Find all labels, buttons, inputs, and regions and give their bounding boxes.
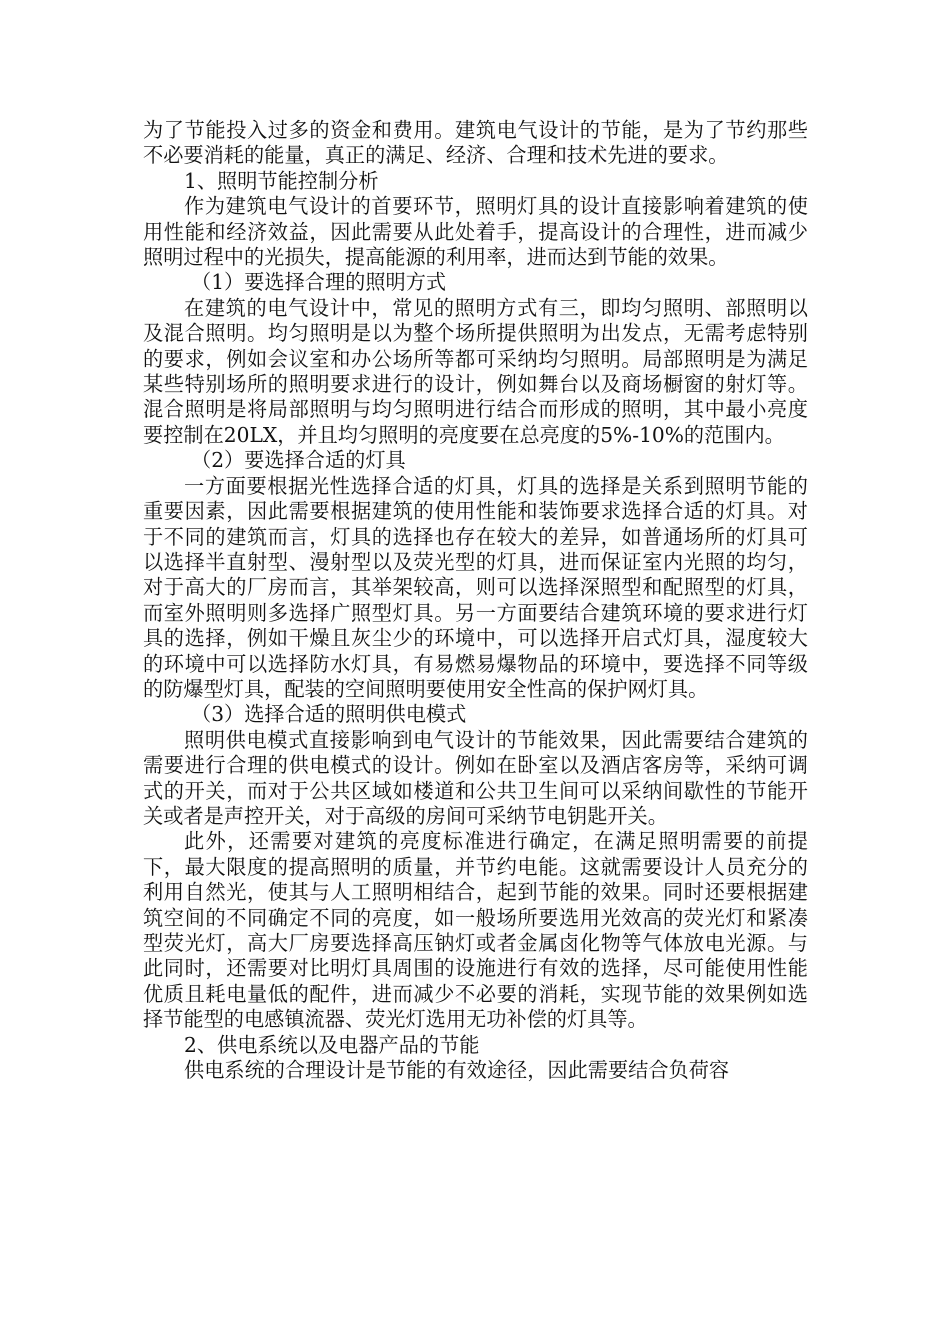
body-paragraph: 一方面要根据光性选择合适的灯具，灯具的选择是关系到照明节能的重要因素，因此需要根据建筑的使用性能和装饰要求选择合适的灯具。对于不同的建筑而言，灯具的选择也存在较大的差异，如普通场所的灯具可以选择半直射型、漫射型以及荧光型的灯具，进而保证室内光照的均匀，对于高大的厂房而言，其举架较高，则可以选择深照型和配照型的灯具，而室外照明则多选择广照型灯具。另一方面要结合建筑环境的要求进行灯具的选择，例如干燥且灰尘少的环境中，可以选择开启式灯具，湿度较大的环境中可以选择防水灯具，有易燃易爆物品的环境中，要选择不同等级的防爆型灯具，配装的空间照明要使用安全性高的保护网灯具。: [143, 473, 808, 701]
subheading-power-supply-mode: （3）选择合适的照明供电模式: [191, 702, 467, 727]
section-heading-lighting: 1、照明节能控制分析: [184, 168, 379, 193]
document-page: [143, 118, 808, 1083]
section-heading-power-system: 2、供电系统以及电器产品的节能: [184, 1032, 480, 1057]
body-paragraph: 供电系统的合理设计是节能的有效途径，因此需要结合负荷容: [184, 1058, 730, 1083]
body-paragraph: 在建筑的电气设计中，常见的照明方式有三，即均匀照明、部照明以及混合照明。均匀照明是以为整个场所提供照明为出发点，无需考虑特别的要求，例如会议室和办公场所等都可采纳均匀照明。局部照明是为满足某些特别场所的照明要求进行的设计，例如舞台以及商场橱窗的射灯等。混合照明是将局部照明与均匀照明进行结合而形成的照明，其中最小亮度要控制在20LX，并且均匀照明的亮度要在总亮度的5%-10%的范围内。: [143, 295, 808, 447]
paragraph-continuation: 为了节能投入过多的资金和费用。建筑电气设计的节能，是为了节约那些不必要消耗的能量，真正的满足、经济、合理和技术先进的要求。: [143, 118, 808, 168]
body-paragraph: 此外，还需要对建筑的亮度标准进行确定，在满足照明需要的前提下，最大限度的提高照明的质量，并节约电能。这就需要设计人员充分的利用自然光，使其与人工照明相结合，起到节能的效果。同时还要根据建筑空间的不同确定不同的亮度，如一般场所要选用光效高的荧光灯和紧凑型荧光灯，高大厂房要选择高压钠灯或者金属卤化物等气体放电光源。与此同时，还需要对比明灯具周围的设施进行有效的选择，尽可能使用性能优质且耗电量低的配件，进而减少不必要的消耗，实现节能的效果例如选择节能型的电感镇流器、荧光灯选用无功补偿的灯具等。: [143, 829, 808, 1032]
subheading-fixtures: （2）要选择合适的灯具: [191, 448, 406, 473]
body-paragraph: 照明供电模式直接影响到电气设计的节能效果，因此需要结合建筑的需要进行合理的供电模式的设计。例如在卧室以及酒店客房等，采纳可调式的开关，而对于公共区域如楼道和公共卫生间可以采纳间歇性的节能开关或者是声控开关，对于高级的房间可采纳节电钥匙开关。: [143, 727, 808, 828]
body-paragraph: 作为建筑电气设计的首要环节，照明灯具的设计直接影响着建筑的使用性能和经济效益，因此需要从此处着手，提高设计的合理性，进而减少照明过程中的光损失，提高能源的利用率，进而达到节能的效果。: [143, 194, 808, 270]
subheading-lighting-mode: （1）要选择合理的照明方式: [191, 270, 447, 295]
